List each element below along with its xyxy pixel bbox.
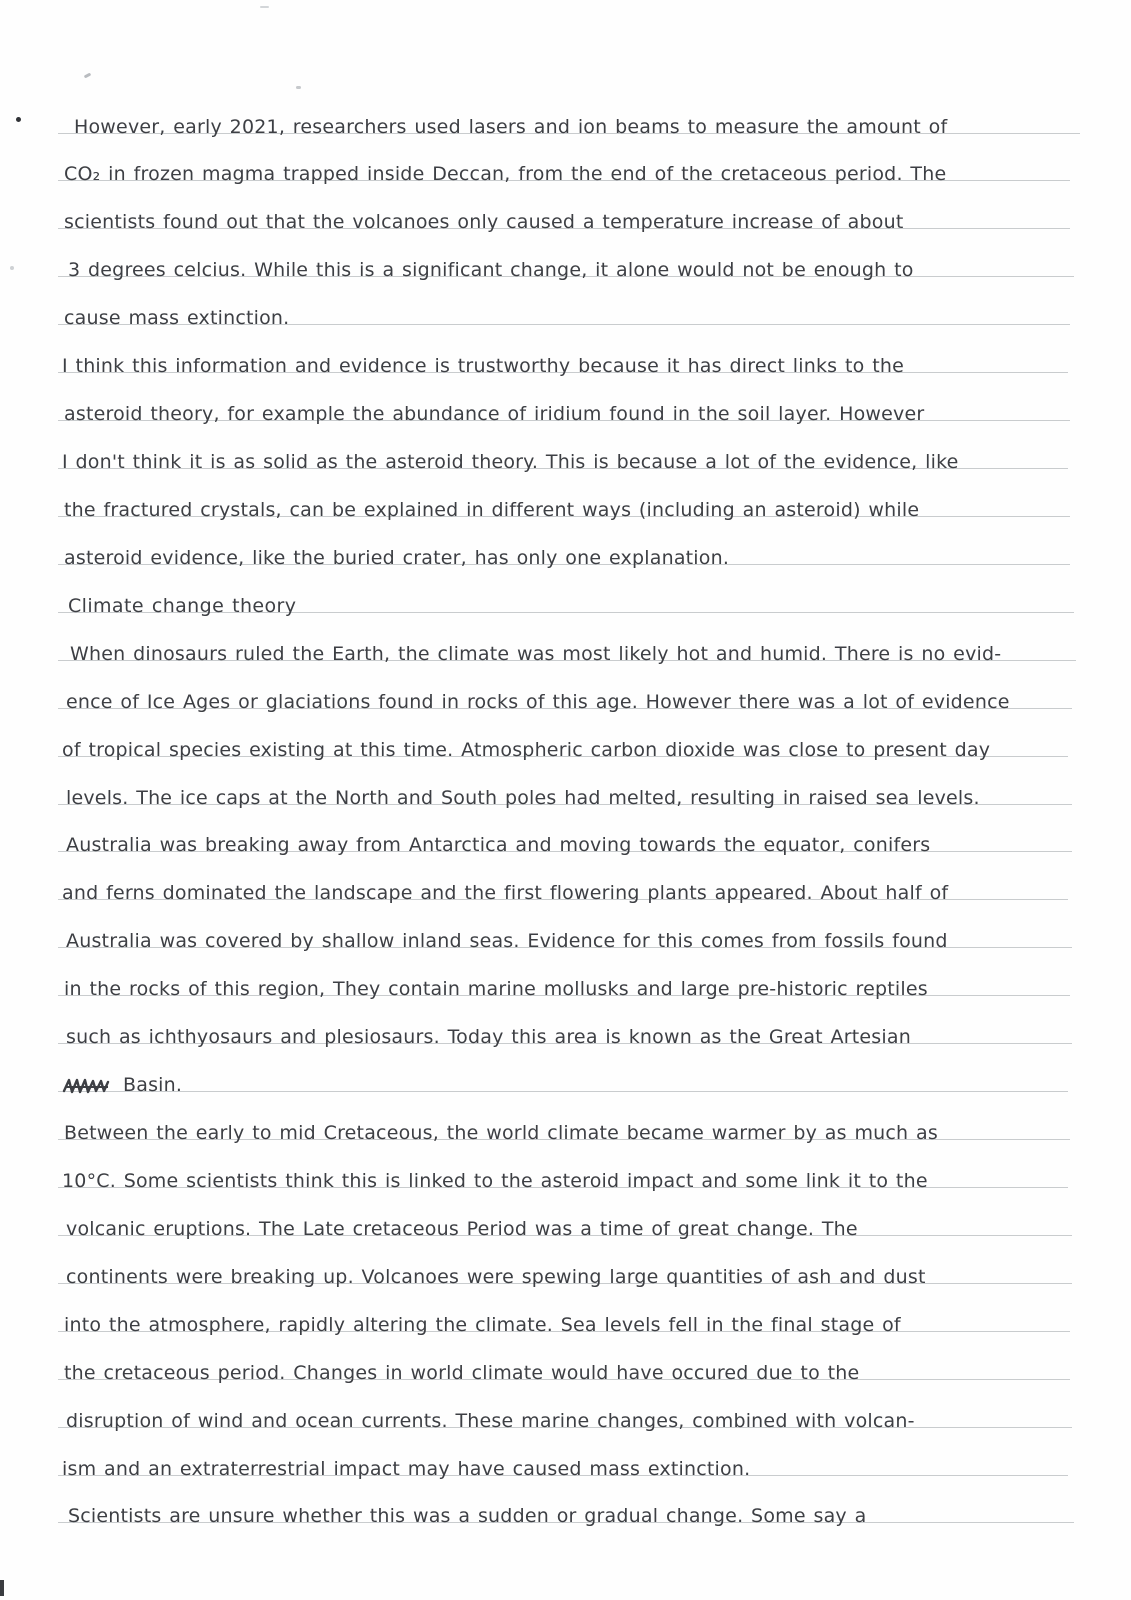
line-text: disruption of wind and ocean currents. These marine changes, combined with volcan-	[66, 1410, 915, 1432]
handwriting-line	[58, 1394, 1072, 1432]
handwriting-line	[58, 1202, 1072, 1240]
handwriting-line	[58, 771, 1072, 809]
handwriting-line	[58, 100, 1080, 138]
line-text: 10°C. Some scientists think this is linked to the asteroid impact and some link it to the	[62, 1170, 928, 1192]
handwriting-line	[58, 339, 1068, 377]
line-text: in the rocks of this region, They contain marine mollusks and large pre-historic reptiles	[64, 978, 928, 1000]
line-text: However, early 2021, researchers used lasers and ion beams to measure the amount of	[74, 116, 948, 138]
line-text: 3 degrees celcius. While this is a significant change, it alone would not be enough to	[68, 259, 914, 281]
line-text: and ferns dominated the landscape and the first flowering plants appeared. About half of	[62, 882, 949, 904]
section-heading	[58, 579, 1074, 617]
handwriting-line	[58, 291, 1070, 329]
handwriting-line	[58, 962, 1070, 1000]
line-text: I don't think it is as solid as the asteroid theory. This is because a lot of the evidence, like	[62, 451, 959, 473]
handwriting-line	[58, 1442, 1068, 1480]
line-text: asteroid theory, for example the abundance of iridium found in the soil layer. However	[64, 403, 925, 425]
line-text: the cretaceous period. Changes in world climate would have occured due to the	[64, 1362, 860, 1384]
handwriting-line	[58, 914, 1072, 952]
line-text: Australia was covered by shallow inland seas. Evidence for this comes from fossils found	[66, 930, 948, 952]
heading-text: Climate change theory	[68, 595, 297, 617]
handwriting-line	[58, 1010, 1072, 1048]
handwriting-line	[58, 1489, 1074, 1527]
handwriting-line	[58, 195, 1070, 233]
handwriting-line	[58, 435, 1068, 473]
line-text: continents were breaking up. Volcanoes were spewing large quantities of ash and dust	[66, 1266, 926, 1288]
line-text: I think this information and evidence is trustworthy because it has direct links to the	[62, 355, 904, 377]
ink-dot	[16, 117, 21, 122]
line-text: Basin.	[123, 1074, 183, 1096]
pencil-mark	[84, 73, 92, 79]
handwriting-line	[58, 1154, 1068, 1192]
line-text: cause mass extinction.	[64, 307, 290, 329]
line-text: ism and an extraterrestrial impact may have caused mass extinction.	[62, 1458, 751, 1480]
handwriting-line	[58, 147, 1070, 185]
line-text: levels. The ice caps at the North and South poles had melted, resulting in raised sea levels.	[66, 787, 980, 809]
handwriting-line	[58, 866, 1068, 904]
pencil-mark	[296, 86, 301, 89]
line-text: Scientists are unsure whether this was a sudden or gradual change. Some say a	[68, 1505, 867, 1527]
handwriting-line	[58, 243, 1074, 281]
line-text: of tropical species existing at this time. Atmospheric carbon dioxide was close to present day	[62, 739, 991, 761]
handwriting-line	[58, 818, 1072, 856]
handwriting-line	[58, 387, 1070, 425]
line-text: asteroid evidence, like the buried crater, has only one explanation.	[64, 547, 730, 569]
handwriting-line	[58, 1298, 1070, 1336]
line-text: Between the early to mid Cretaceous, the world climate became warmer by as much as	[64, 1122, 938, 1144]
handwriting-line	[58, 1058, 1068, 1096]
handwriting-line	[58, 1346, 1070, 1384]
line-text: the fractured crystals, can be explained in different ways (including an asteroid) while	[64, 499, 920, 521]
line-text: When dinosaurs ruled the Earth, the climate was most likely hot and humid. There is no evid-	[70, 643, 1002, 665]
scan-artifact	[0, 1580, 4, 1596]
line-text: into the atmosphere, rapidly altering the climate. Sea levels fell in the final stage of	[64, 1314, 901, 1336]
line-text: volcanic eruptions. The Late cretaceous Period was a time of great change. The	[66, 1218, 858, 1240]
handwriting-line	[58, 723, 1068, 761]
pencil-mark	[10, 266, 14, 270]
handwriting-line	[58, 1106, 1070, 1144]
handwriting-line	[58, 627, 1076, 665]
crossed-out-word-scribble	[62, 1077, 114, 1095]
handwriting-line	[58, 1250, 1072, 1288]
handwriting-line	[58, 531, 1070, 569]
line-text: such as ichthyosaurs and plesiosaurs. Today this area is known as the Great Artesian	[66, 1026, 911, 1048]
handwriting-line	[58, 675, 1072, 713]
line-text: CO₂ in frozen magma trapped inside Deccan, from the end of the cretaceous period. The	[64, 163, 947, 185]
line-text: scientists found out that the volcanoes only caused a temperature increase of about	[64, 211, 904, 233]
scan-artifact	[260, 6, 269, 8]
line-text: ence of Ice Ages or glaciations found in rocks of this age. However there was a lot of evidence	[66, 691, 1010, 713]
line-text: Australia was breaking away from Antarctica and moving towards the equator, conifers	[66, 834, 931, 856]
handwriting-line	[58, 483, 1070, 521]
